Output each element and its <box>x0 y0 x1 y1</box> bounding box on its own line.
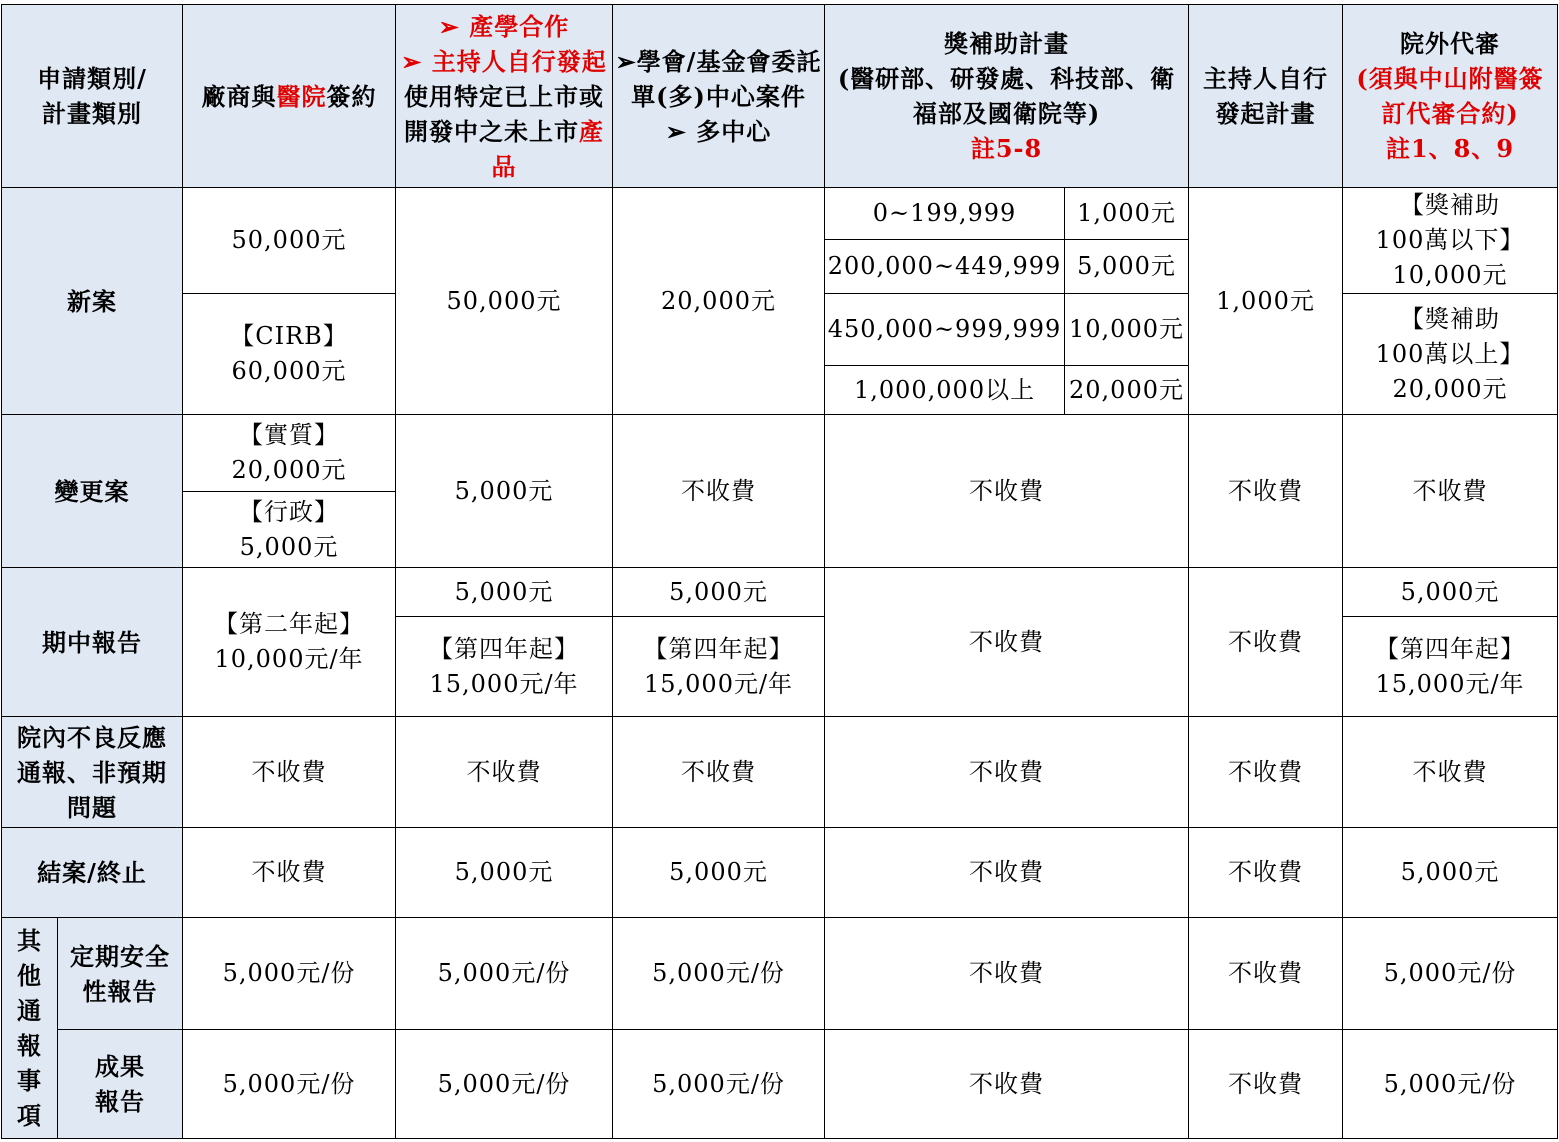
row-label-other-notifications: 其 他 通 報 事 項 <box>2 918 58 1139</box>
table-row <box>2 188 1558 240</box>
header-external-review: 院外代審 (須與中山附醫簽訂代審合約) 註1、8、9 <box>1343 5 1558 188</box>
amendment-external-fee: 不收費 <box>1343 415 1558 568</box>
new-case-pi-fee: 1,000元 <box>1189 188 1343 415</box>
row-label-interim-report: 期中報告 <box>2 568 183 717</box>
adverse-vendor-fee: 不收費 <box>183 717 396 828</box>
amendment-grant-fee: 不收費 <box>825 415 1189 568</box>
row-label-adverse-reaction: 院內不良反應 通報、非預期 問題 <box>2 717 183 828</box>
interim-society-fee: 5,000元 <box>613 568 825 617</box>
row-label-result-report: 成果 報告 <box>58 1030 183 1139</box>
adverse-society-fee: 不收費 <box>613 717 825 828</box>
result-industry-fee: 5,000元/份 <box>396 1030 613 1139</box>
grant-tier-fee: 5,000元 <box>1065 240 1189 294</box>
closure-grant-fee: 不收費 <box>825 828 1189 918</box>
safety-pi-fee: 不收費 <box>1189 918 1343 1030</box>
arrow-bullet-icon: ➢ <box>665 116 687 146</box>
result-society-fee: 5,000元/份 <box>613 1030 825 1139</box>
result-external-fee: 5,000元/份 <box>1343 1030 1558 1139</box>
grant-tier-fee: 20,000元 <box>1065 366 1189 415</box>
interim-grant-fee: 不收費 <box>825 568 1189 717</box>
header-vendor-contract: 廠商與醫院簽約 <box>183 5 396 188</box>
header-pi-initiated: 主持人自行發起計畫 <box>1189 5 1343 188</box>
closure-external-fee: 5,000元 <box>1343 828 1558 918</box>
new-case-industry-fee: 50,000元 <box>396 188 613 415</box>
header-society: ➢學會/基金會委託單(多)中心案件 ➢ 多中心 <box>613 5 825 188</box>
new-case-vendor-cirb-fee: 【CIRB】 60,000元 <box>183 294 396 415</box>
amendment-industry-fee: 5,000元 <box>396 415 613 568</box>
interim-external-fee-year4: 【第四年起】 15,000元/年 <box>1343 617 1558 717</box>
table-row <box>2 918 1558 1030</box>
grant-tier-fee: 1,000元 <box>1065 188 1189 240</box>
adverse-external-fee: 不收費 <box>1343 717 1558 828</box>
arrow-bullet-icon: ➢ <box>615 46 637 76</box>
interim-vendor-fee: 【第二年起】 10,000元/年 <box>183 568 396 717</box>
new-case-vendor-fee: 50,000元 <box>183 188 396 294</box>
safety-vendor-fee: 5,000元/份 <box>183 918 396 1030</box>
adverse-pi-fee: 不收費 <box>1189 717 1343 828</box>
row-label-safety-report: 定期安全 性報告 <box>58 918 183 1030</box>
amendment-vendor-substantive-fee: 【實質】 20,000元 <box>183 415 396 492</box>
safety-external-fee: 5,000元/份 <box>1343 918 1558 1030</box>
safety-grant-fee: 不收費 <box>825 918 1189 1030</box>
row-label-closure: 結案/終止 <box>2 828 183 918</box>
row-label-new-case: 新案 <box>2 188 183 415</box>
table-row <box>2 1030 1558 1139</box>
closure-society-fee: 5,000元 <box>613 828 825 918</box>
table-row <box>2 415 1558 492</box>
grant-tier-range: 200,000~449,999 <box>825 240 1065 294</box>
grant-tier-range: 0~199,999 <box>825 188 1065 240</box>
closure-pi-fee: 不收費 <box>1189 828 1343 918</box>
amendment-pi-fee: 不收費 <box>1189 415 1343 568</box>
safety-industry-fee: 5,000元/份 <box>396 918 613 1030</box>
interim-external-fee: 5,000元 <box>1343 568 1558 617</box>
arrow-bullet-icon: ➢ <box>438 11 460 41</box>
grant-tier-range: 450,000~999,999 <box>825 294 1065 366</box>
adverse-grant-fee: 不收費 <box>825 717 1189 828</box>
header-industry: ➢ 產學合作 ➢ 主持人自行發起使用特定已上市或開發中之未上市產品 <box>396 5 613 188</box>
arrow-bullet-icon: ➢ <box>401 46 423 76</box>
header-row <box>2 5 1558 188</box>
result-grant-fee: 不收費 <box>825 1030 1189 1139</box>
closure-vendor-fee: 不收費 <box>183 828 396 918</box>
table-row <box>2 717 1558 828</box>
interim-society-fee-year4: 【第四年起】 15,000元/年 <box>613 617 825 717</box>
result-vendor-fee: 5,000元/份 <box>183 1030 396 1139</box>
adverse-industry-fee: 不收費 <box>396 717 613 828</box>
amendment-vendor-administrative-fee: 【行政】 5,000元 <box>183 492 396 568</box>
result-pi-fee: 不收費 <box>1189 1030 1343 1139</box>
new-case-external-fee-under-1m: 【獎補助 100萬以下】 10,000元 <box>1343 188 1558 294</box>
new-case-external-fee-over-1m: 【獎補助 100萬以上】 20,000元 <box>1343 294 1558 415</box>
grant-tier-range: 1,000,000以上 <box>825 366 1065 415</box>
row-label-amendment: 變更案 <box>2 415 183 568</box>
table-row <box>2 568 1558 617</box>
fee-table <box>1 4 1558 1139</box>
interim-pi-fee: 不收費 <box>1189 568 1343 717</box>
amendment-society-fee: 不收費 <box>613 415 825 568</box>
closure-industry-fee: 5,000元 <box>396 828 613 918</box>
interim-industry-fee: 5,000元 <box>396 568 613 617</box>
header-category: 申請類別/ 計畫類別 <box>2 5 183 188</box>
interim-industry-fee-year4: 【第四年起】 15,000元/年 <box>396 617 613 717</box>
grant-tier-fee: 10,000元 <box>1065 294 1189 366</box>
safety-society-fee: 5,000元/份 <box>613 918 825 1030</box>
new-case-society-fee: 20,000元 <box>613 188 825 415</box>
table-row <box>2 828 1558 918</box>
header-grant: 獎補助計畫 (醫研部、研發處、科技部、衛福部及國衛院等) 註5-8 <box>825 5 1189 188</box>
